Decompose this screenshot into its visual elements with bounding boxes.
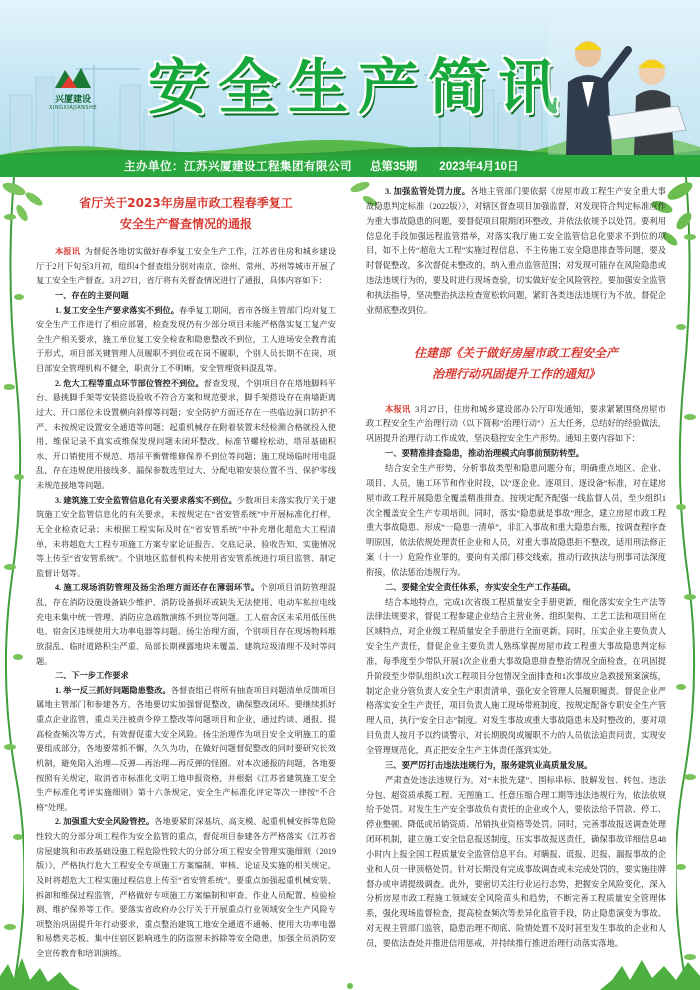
right-column: [366, 185, 666, 952]
article-1-title-line2: 安全生产督查情况的通报: [119, 217, 252, 231]
paragraph-text: 督查发现，个别项目存在塔地脚料平台、悬挑脚手架等安装搭设验收不符合方案和规范要求，脚手架搭设存在南墙距离过大、开口部位未设置横向斜撑等问题；安全防护方面还存在一些临边洞口防护不严、未按规定设置安全通道等问题；起重机械存在附着装置未经检测合格就投入使用、维保记录不真实或维保发现问题未闭环整改、标准节螺栓松动、塔吊基础积水、开口销使用不规范、塔吊平衡臂维修保养不到位等问题；施工现场临时用电混乱，存在违规使用接线多、漏保参数选型过大、分配电箱安装位置不当、保护零线未规范接地等问题。: [36, 378, 336, 490]
article-2-title-line1: 住建部《关于做好房屋市政工程安全产: [413, 345, 618, 360]
paragraph-text: 各地要紧盯深基坑、高支模、起重机械安拆等危险性较大的分部分项工程作为安全监管的重点，督促项目参建各方严格落实《江苏省房屋建筑和市政基础设施工程危险性较大的分部分项工程安全管理实施细则（2019版）》，严格执行危大工程安全专项施工方案编制、审核、论证及实施的相关规定，及时将超危大工程实施过程信息上传至“省安管系统”。要重点加强起重机械安装、拆卸和维保过程监管，严格做好专项施工方案编制和审查、作业人员配置、检验检测、维护保养等工作。要落实省政府办公厅关于开展重点行业领域安全生产风险专项整治巩固提升年行动要求，重点整治建筑工地安全通道不通畅、使用大功率电器和易燃夹芯板、集中住宿区影响逃生的防盗窗未拆除等安全隐患，加强全员消防安全宣传教育和培训演练。: [36, 817, 336, 958]
paragraph-text: 结合本地特点，完成1次省级工程质量安全手册更新，细化落实安全生产法等法律法规要求，督促工程参建企业结合主营业务、组织架构、工艺工法和项目所在区域特点，对企业级工程质量安全手册进行全面更新。同时，压实企业主要负责人安全生产责任，督促企业主要负责人熟练掌握房屋市政工程重大事故隐患判定标准，每季度至少带队开展1次企业重大事故隐患排查整治情况全面检查，在巩固提升阶段至少带队组织1次工程项目分包情况全面排查和1次事故应急救援预案演练，制定企业分管负责人安全生产职责清单，强化安全管理人员履职履责。督促企业严格落实安全生产责任，项目负责人施工现场带班制度，按规定配备专职安全生产管理人员，执行“安全日志”制度。对发生事故或重大事故隐患未及时整改的，要对项目负责人按月予以约谈警示，对长期脱岗或履职不力的人员依法追责问责，实现安全管理规范化，真正把安全生产主体责任落到实处。: [366, 597, 666, 755]
paragraph: [36, 377, 336, 494]
paragraph: [366, 185, 666, 319]
host-organization: 主办单位：江苏兴厦建设工程集团有限公司: [124, 161, 352, 173]
section-heading: 一、存在的主要问题: [55, 290, 129, 300]
engineers-illustration: [548, 20, 700, 155]
newsletter-title: 安全生产简讯: [148, 53, 568, 123]
article-2-intro: [366, 403, 666, 448]
paragraph-heading: 3. 建筑施工安全监管信息化有关要求落实不到位。: [55, 495, 237, 505]
logo-name: 兴厦建设: [54, 94, 91, 104]
logo-pinyin: XINGXIAJIANSHE: [48, 105, 98, 111]
paragraph-text: 春季复工期间，省市各级主管部门均对复工安全生产工作进行了相应部署，检查发现仍有少部分项目未能严格落实复工复产安全生产相关要求，施工单位复工安全检查和隐患整改不到位，工人进场安全教育流于形式，项目部关键管理人员履职不到位或在岗不履职，个别人员长期不在岗，项目部安全管理机构不健全，职责分工不明晰，安全管理资料混乱等。: [36, 305, 336, 373]
paragraph-heading: 4. 施工现场消防管理及扬尘治理方面还存在薄弱环节。: [55, 583, 260, 593]
paragraph-text: 各督查组已将所有抽查项目问题清单反馈项目属地主管部门和参建各方，各地要切实加强督促整改，确保整改闭环。要继续抓好重点企业监管，重点关注被责令停工整改等问题项目和企业，通过约谈、通报、提高检查频次等方式，有效督促重大安全风险。扬尘治理作为项目安全文明施工的重要组成部分，各地要常抓不懈，久久为功，在做好问题督促整改的同时要研究长效机制，避免陷入治理—反弹—再治理—再反弹的怪圈。对本次通报的问题，各地要按照有关规定，取消省市标准化文明工地申报资格，并根据《江苏省建筑施工安全生产标准化考评实施细则》第十六条规定，安全生产标准化评定等次一律按“不合格”处理。: [36, 685, 336, 812]
paragraph-text: 少数项目未落实我厅关于建筑施工安全监管信息化的有关要求，未按规定在“省安管系统”中开展标准化打样，无全业检查记录；未根据工程实际及时在“省安管系统”中补充增化超危大工程清单，未将超危大工程专项施工方案专家论证报告、交底记录、验收告知、实施情况等上传至“省安管系统”。个别地区监督机构未使用省安管系统进行项目监管、制定监督计划等。: [36, 495, 336, 578]
right-vine-border: [676, 177, 696, 990]
section-heading: 一、要精准排查隐患，推动治理模式向事前预防转型。: [385, 449, 585, 459]
paragraph-heading: 1. 举一反三抓好问题隐患整改。: [55, 685, 171, 695]
issue-date: 2023年4月10日: [439, 161, 519, 173]
section-heading: 二、要健全安全责任体系，夯实安全生产工作基础。: [385, 582, 576, 592]
article-1-title: [36, 193, 336, 235]
paragraph: [36, 684, 336, 816]
article-1-intro: [36, 245, 336, 289]
paragraph-heading: 1. 复工安全生产要求落实不到位。: [55, 305, 179, 315]
paragraph-text: 严肃查处违法违规行为。对“未批先建”、围标串标、肢解发包、转包、违法分包、超资质承揽工程、无图施工、任意压缩合理工期等违法违规行为，依法依规给予处罚。对发生生产安全事故负有责任的企业或个人，要依法给予罚款、停工、停业整顿、降低或吊销资质、吊销执业资格等处罚。同时，完善事故报送调查处理闭环机制，建立施工安全信息报送制度，压实事故报送责任，确保事故详细信息48小时内上报全国工程质量安全监管信息平台。对瞒报、谎报、迟报、漏报事故的企业和人员一律顶格处罚。针对长期没有完成事故调查或未完成处罚的，要实施挂牌督办或申请提级调查。此外，要密切关注行业运行态势，把握安全风险变化，深入分析房屋市政工程施工领域安全风险苗头和趋势，不断完善工程质量安全管理体系，强化现场监督检查，提高检查频次等差异化监管手段，防止隐患演变为事故。对无视主管部门监管，隐患治理不彻底、险情处置不及时甚至发生事故的企业和人员，要依法查处并推进信用惩戒，并持续推行推进治理行动落实落地。: [366, 775, 666, 948]
company-logo: [28, 64, 118, 119]
paragraph: [36, 815, 336, 961]
article-1-title-line1: 省厅关于2023年房屋市政工程春季复工: [79, 196, 293, 210]
paragraph: [36, 304, 336, 377]
paragraph-heading: 3. 加强监管处罚力度。: [385, 187, 471, 196]
article-2-title-line2: 治理行动巩固提升工作的通知》: [431, 366, 600, 381]
intro-text: 为督促各地切实做好春季复工安全生产工作，江苏省住房和城乡建设厅于2月下旬至3月初，组织4个督查组分别对南京、徐州、常州、苏州等城市开展了复工安全生产督查。3月27日，省厅将有关督查情况进行了通报，具体内容如下：: [36, 247, 336, 286]
paragraph-text: 结合安全生产形势，分析事故类型和隐患问题分布，明确重点地区、企业、项目、人员，施工环节和作业时段，以“逐企业、逐项目、逐设备”标准，对在建房屋市政工程开展隐患全覆盖精准排查。按规定配齐配强一线监督人员，至少组织1次全覆盖安全生产专项培训。同时，落实“隐患就是事故”理念，建立房屋市政工程重大事故隐患、形成“一隐患一清单”，非汇入事故和重大隐患台账，按调查程序查明原因，依法依规处理责任企业和人员，对重大事故隐患拒不整改，适用刑法修正案（十一）危险作业罪的，要向有关部门移交线索，推动行政执法与刑事司法深度衔接，依法惩治违规行为。: [366, 463, 666, 577]
issue-number: 总第35期: [370, 161, 418, 173]
bottom-grass-decoration: [0, 950, 700, 990]
dateline-label: 本报讯: [55, 247, 81, 256]
info-bar: [0, 155, 700, 177]
intro-text: 3月27日，住房和城乡建设部办公厅印发通知，要求紧紧围绕房屋市政工程安全生产治理行动（以下简称“治理行动”）五大任务，总结好的经验做法，巩固提升治理行动工作成效，坚决稳控安全生产形势。通知主要内容如下：: [366, 404, 666, 444]
logo-mark-icon: [51, 64, 95, 90]
section-heading: 三、要严厉打击违法违规行为，服务建筑业高质量发展。: [385, 760, 593, 770]
left-vine-border: [4, 177, 24, 990]
section-heading: 二、下一步工作要求: [55, 671, 129, 681]
article-2-title: [366, 343, 666, 385]
paragraph: [36, 581, 336, 669]
paragraph-heading: 2. 加强重大安全风险管控。: [55, 817, 155, 827]
masthead: [0, 0, 700, 155]
left-column: [36, 185, 336, 962]
paragraph-text: 各地主管部门要依据《房屋市政工程生产安全重大事故隐患判定标准（2022版）》，对辖区督查项目加强监督，对发现符合判定标准应作为重大事故隐患的问题，要督促项目限期闭环整改，并依法依规予以处罚。要利用信息化手段加强远程监管措举，对落实我厅施工安全监管信息化要求不到位的项目，如不上传“超危大工程”实施过程信息、不主传施工安全隐患排查等问题，要及时督促整改，多次督促未整改的，纳入重点监管范围；对发现可能存在风险隐患或违法违规行为的，要及时进行现场查验，切实做好安全风险管控。要加强安全监管和执法指导，坚决整治执法检查宽松软问题，紧盯各类违法违规行为不放，督促企业彻底整改到位。: [366, 187, 666, 315]
paragraph-text: 个别项目消防管理混乱，存在消防设施设备缺少维护、消防设备损坏或缺失无法使用、电动车私拉电线充电未集中统一管理、消防应急疏散演练不到位等问题。工人宿舍区未采用低压供电、宿舍区违规使用大功率电器等问题。扬尘治理方面，个别项目存在现场物料堆放混乱、临时道路积尘严重、局部长期裸露地块未覆盖、建筑垃圾清理不及时等问题。: [36, 583, 336, 666]
paragraph: [36, 494, 336, 582]
dateline-label: 本报讯: [385, 404, 411, 414]
paragraph-heading: 2. 危大工程等重点环节部位管控不到位。: [55, 378, 204, 388]
